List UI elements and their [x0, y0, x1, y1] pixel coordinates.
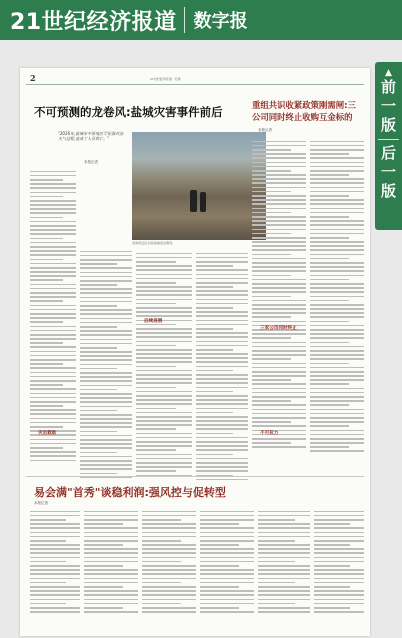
text-column-1 — [30, 168, 76, 538]
person-figure-2 — [200, 192, 206, 212]
text-column-11 — [258, 508, 310, 632]
text-column-12 — [314, 508, 364, 632]
text-column-8 — [84, 508, 138, 632]
byline-right: 本报记者 — [258, 128, 272, 132]
article-separator — [26, 476, 364, 477]
brand-logo[interactable]: 21世纪经济报道 — [10, 9, 177, 35]
subhead-right-1: 三家公司同时终止 — [260, 326, 297, 331]
newspaper-page[interactable] — [20, 68, 370, 636]
header-rule — [26, 84, 364, 85]
article-headline-bottom[interactable]: 易会满"首秀"谈稳利润:强风控与促转型 — [34, 486, 226, 499]
text-column-9 — [142, 508, 196, 632]
subhead-left-1: 灾后救助 — [38, 431, 57, 436]
page-header-note: 21世纪经济报道 · 宏观 — [150, 77, 181, 81]
article-headline-right[interactable]: 重组共识收紧政策刚需闸:三公司同时终止收购互金标的 — [252, 100, 356, 122]
next-page-button[interactable]: 后 一 版 — [380, 144, 396, 200]
text-column-10 — [200, 508, 254, 632]
text-column-7 — [30, 508, 80, 632]
article-photo[interactable] — [132, 132, 266, 240]
arrow-up-icon[interactable]: ▲ — [385, 68, 392, 78]
byline-left: 本报记者 — [84, 160, 98, 164]
sub-brand: 数字报 — [193, 11, 248, 32]
page-number: 2 — [30, 73, 36, 83]
person-figure-1 — [190, 190, 197, 212]
brand-divider — [184, 7, 185, 33]
prev-page-button[interactable]: 前 一 版 — [380, 78, 396, 134]
text-column-5 — [252, 138, 306, 538]
top-bar — [0, 0, 402, 40]
byline-bottom: 本报记者 — [34, 501, 48, 505]
subhead-left-2: 后续进展 — [144, 319, 163, 324]
article-headline-left[interactable]: 不可预测的龙卷风:盐城灾害事件前后 — [34, 105, 223, 119]
subhead-right-2: 不可抗力 — [260, 431, 279, 436]
side-nav-divider — [378, 139, 399, 140]
article-quote: "2016年,盐城市平原地区罕见强对流天气过程,造成了人员伤亡。" — [58, 131, 124, 141]
text-column-6 — [310, 138, 364, 538]
photo-caption: 龙卷风过后,村民查看受灾情况。 — [132, 241, 175, 245]
side-nav — [375, 62, 402, 230]
